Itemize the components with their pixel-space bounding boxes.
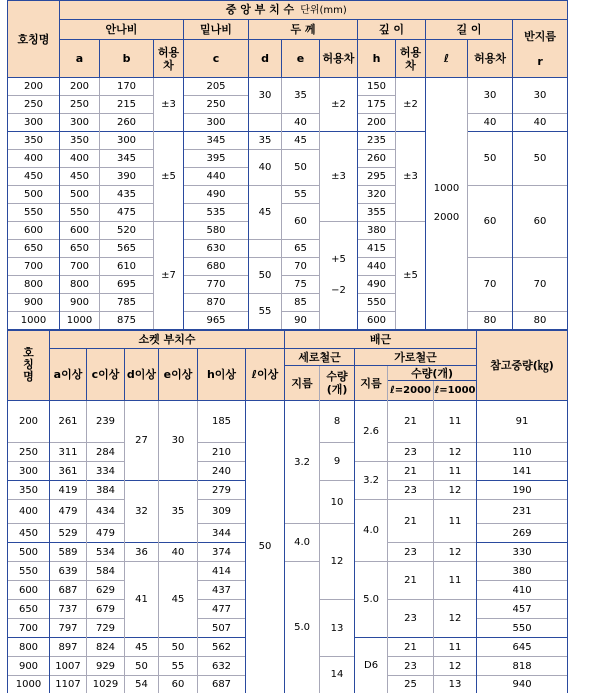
weight: 940: [477, 676, 568, 693]
vert-qty: 12: [320, 524, 355, 600]
q2000: 21: [388, 401, 434, 443]
q1000: 11: [434, 638, 477, 657]
header-ban: [513, 20, 568, 78]
cell-a: 419: [50, 481, 87, 500]
weight: 110: [477, 443, 568, 462]
cell-b: 875: [100, 312, 154, 329]
cell-h: 260: [358, 150, 396, 168]
horz-dia: 4.0: [355, 500, 388, 562]
cell-e: 40: [282, 114, 320, 132]
cell-e: 60: [282, 204, 320, 240]
header-mit: 밑나비: [184, 20, 249, 40]
cell-r: 60: [513, 186, 568, 258]
horz-dia: 2.6: [355, 401, 388, 462]
cell-h: 355: [358, 204, 396, 222]
header-horz-dia: 지름: [355, 366, 388, 401]
cell-e: 65: [282, 240, 320, 258]
tol-h-group: ±3: [396, 132, 426, 222]
tol-l-cell: 30: [468, 78, 513, 114]
cell-a: 479: [50, 500, 87, 524]
weight: 410: [477, 581, 568, 600]
horz-dia: 3.2: [355, 462, 388, 500]
cell-c: 284: [87, 443, 125, 462]
row-name: 600: [8, 222, 60, 240]
horz-dia: 5.0: [355, 562, 388, 638]
row-name: 250: [8, 96, 60, 114]
cell-e: 85: [282, 294, 320, 312]
horz-dia: D6: [355, 638, 388, 693]
tol-minus: −2: [331, 285, 346, 297]
tol-plus: +5: [331, 254, 346, 266]
weight: 818: [477, 657, 568, 676]
cell-a: 687: [50, 581, 87, 600]
cell-c: 729: [87, 619, 125, 638]
header-d: d이상: [125, 349, 159, 401]
header-weight: 참고중량(㎏): [477, 330, 568, 401]
weight: 550: [477, 619, 568, 638]
cell-a: 500: [60, 186, 100, 204]
vert-qty: 8: [320, 401, 355, 443]
header-socket: 소켓 부치수: [50, 330, 285, 349]
cell-h: 200: [358, 114, 396, 132]
cell-a: 361: [50, 462, 87, 481]
q2000: 23: [388, 481, 434, 500]
vert-qty: 14: [320, 657, 355, 693]
cell-a: 700: [60, 258, 100, 276]
cell-h: 320: [358, 186, 396, 204]
row-name: 700: [8, 619, 50, 638]
cell-h: 562: [198, 638, 246, 657]
header-e: e이상: [159, 349, 198, 401]
cell-c: 534: [87, 543, 125, 562]
cell-h: 185: [198, 401, 246, 443]
cell-h: 687: [198, 676, 246, 693]
cell-b: 695: [100, 276, 154, 294]
cell-a: 550: [60, 204, 100, 222]
cell-e: 40: [159, 543, 198, 562]
tol-ab-group: ±5: [154, 132, 184, 222]
cell-r: 80: [513, 312, 568, 329]
cell-b: 475: [100, 204, 154, 222]
vert-qty: 13: [320, 600, 355, 657]
row-name: 800: [8, 638, 50, 657]
cell-e: 75: [282, 276, 320, 294]
cell-a: 250: [60, 96, 100, 114]
spec-sheet: [7, 0, 567, 693]
cell-h: 240: [198, 462, 246, 481]
row-name: 650: [8, 600, 50, 619]
q1000: 11: [434, 462, 477, 481]
cell-c: 630: [184, 240, 249, 258]
cell-d: 41: [125, 562, 159, 638]
cell-d: 54: [125, 676, 159, 693]
cell-d: 55: [249, 294, 282, 329]
cell-c: 680: [184, 258, 249, 276]
row-name: 1000: [8, 676, 50, 693]
cell-d: 32: [125, 481, 159, 543]
cell-e: 35: [159, 481, 198, 543]
cell-e: 50: [282, 150, 320, 186]
cell-d: 40: [249, 150, 282, 186]
vert-qty: 9: [320, 443, 355, 481]
row-name: 600: [8, 581, 50, 600]
cell-c: 479: [87, 524, 125, 543]
row-name: 1000: [8, 312, 60, 329]
weight: 645: [477, 638, 568, 657]
q2000: 23: [388, 543, 434, 562]
cell-d: 50: [125, 657, 159, 676]
cell-r: 40: [513, 114, 568, 132]
cell-a: 1107: [50, 676, 87, 693]
tol-ab-group: ±3: [154, 78, 184, 132]
tol-de-group: ±2: [320, 78, 358, 132]
cell-c: 580: [184, 222, 249, 240]
cell-r: 50: [513, 132, 568, 186]
vert-dia: 3.2: [285, 401, 320, 524]
cell-d: [249, 240, 282, 258]
cell-c: 490: [184, 186, 249, 204]
header-blank: [513, 1, 568, 20]
cell-c: 239: [87, 401, 125, 443]
cell-b: 345: [100, 150, 154, 168]
length-group: [426, 78, 468, 329]
header-ban-label: 반지름: [524, 29, 556, 43]
weight: 141: [477, 462, 568, 481]
cell-a: 1007: [50, 657, 87, 676]
q1000: 12: [434, 600, 477, 638]
cell-c: 300: [184, 114, 249, 132]
cell-e: 60: [159, 676, 198, 693]
q1000: 11: [434, 562, 477, 600]
q2000: 25: [388, 676, 434, 693]
row-name: 350: [8, 481, 50, 500]
header-gil: 길 이: [426, 20, 513, 40]
q2000: 21: [388, 462, 434, 481]
cell-a: 600: [60, 222, 100, 240]
weight: 91: [477, 401, 568, 443]
header-vert-qty: 수량 (개): [320, 366, 355, 401]
header-name: 호칭명: [8, 1, 60, 78]
header-an: 안나비: [60, 20, 184, 40]
cell-c: 584: [87, 562, 125, 581]
row-name: 250: [8, 443, 50, 462]
cell-a: 650: [60, 240, 100, 258]
q2000: 23: [388, 657, 434, 676]
header-a: a: [60, 40, 100, 78]
cell-a: 350: [60, 132, 100, 150]
header-name: 호 칭 명: [8, 330, 50, 401]
cell-r: 70: [513, 258, 568, 312]
header-tol-de: 허용차: [320, 40, 358, 78]
tol-h-group: ±5: [396, 222, 426, 329]
header-rebar: 배근: [285, 330, 477, 349]
header-a: a이상: [50, 349, 87, 401]
row-name: 900: [8, 294, 60, 312]
cell-h: 415: [358, 240, 396, 258]
row-name: 200: [8, 401, 50, 443]
cell-a: 589: [50, 543, 87, 562]
cell-a: 639: [50, 562, 87, 581]
cell-h: 279: [198, 481, 246, 500]
cell-h: 344: [198, 524, 246, 543]
cell-h: 309: [198, 500, 246, 524]
cell-a: 200: [60, 78, 100, 96]
cell-e: 90: [282, 312, 320, 329]
weight: 269: [477, 524, 568, 543]
cell-a: 450: [60, 168, 100, 186]
row-name: 550: [8, 204, 60, 222]
cell-d: 27: [125, 401, 159, 481]
cell-a: 529: [50, 524, 87, 543]
cell-b: 610: [100, 258, 154, 276]
cell-h: 550: [358, 294, 396, 312]
cell-c: 929: [87, 657, 125, 676]
header-d: d: [249, 40, 282, 78]
cell-h: 414: [198, 562, 246, 581]
cell-c: 250: [184, 96, 249, 114]
row-name: 400: [8, 500, 50, 524]
cell-h: 175: [358, 96, 396, 114]
row-name: 800: [8, 276, 60, 294]
q1000: 12: [434, 443, 477, 462]
cell-b: 390: [100, 168, 154, 186]
tol-l-cell: 50: [468, 132, 513, 186]
cell-a: 1000: [60, 312, 100, 329]
cell-c: 535: [184, 204, 249, 222]
cell-b: 520: [100, 222, 154, 240]
row-name: 350: [8, 132, 60, 150]
header-gip: 깊 이: [358, 20, 426, 40]
cell-c: 824: [87, 638, 125, 657]
header-l2000: ℓ=2000: [388, 381, 434, 401]
cell-h: 150: [358, 78, 396, 96]
cell-e: 50: [159, 638, 198, 657]
row-name: 450: [8, 168, 60, 186]
header-h: h: [358, 40, 396, 78]
cell-e: 45: [282, 132, 320, 150]
cell-h: 437: [198, 581, 246, 600]
cell-d: 36: [125, 543, 159, 562]
cell-b: 215: [100, 96, 154, 114]
tol-de-group: ±3: [320, 132, 358, 222]
cell-h: 210: [198, 443, 246, 462]
header-du: 두 께: [249, 20, 358, 40]
tol-de-group: [320, 222, 358, 329]
cell-a: 897: [50, 638, 87, 657]
cell-e: 55: [282, 186, 320, 204]
q1000: 11: [434, 500, 477, 543]
cell-l: 50: [246, 401, 285, 693]
q2000: 23: [388, 600, 434, 638]
weight: 330: [477, 543, 568, 562]
cell-d: 45: [125, 638, 159, 657]
cell-a: 300: [60, 114, 100, 132]
q2000: 21: [388, 500, 434, 543]
header-r: r: [537, 54, 543, 68]
header-b: b: [100, 40, 154, 78]
row-name: 400: [8, 150, 60, 168]
cell-d: [249, 114, 282, 132]
header-tol-ab: 허용 차: [154, 40, 184, 78]
row-name: 500: [8, 186, 60, 204]
row-name: 300: [8, 462, 50, 481]
cell-c: 384: [87, 481, 125, 500]
cell-c: 334: [87, 462, 125, 481]
vert-dia: 5.0: [285, 562, 320, 693]
cell-h: 600: [358, 312, 396, 329]
cell-h: 235: [358, 132, 396, 150]
row-name: 200: [8, 78, 60, 96]
cell-h: 507: [198, 619, 246, 638]
tol-l-cell: 70: [468, 258, 513, 312]
cell-b: 435: [100, 186, 154, 204]
header-vert: 세로철근: [285, 349, 355, 366]
cell-h: 440: [358, 258, 396, 276]
cell-a: 311: [50, 443, 87, 462]
cell-b: 565: [100, 240, 154, 258]
row-name: 550: [8, 562, 50, 581]
tol-h-group: ±2: [396, 78, 426, 132]
weight: 457: [477, 600, 568, 619]
q1000: 11: [434, 401, 477, 443]
cell-e: 45: [159, 562, 198, 638]
vert-dia: 4.0: [285, 524, 320, 562]
cell-c: 679: [87, 600, 125, 619]
cell-c: 770: [184, 276, 249, 294]
q2000: 21: [388, 562, 434, 600]
q1000: 13: [434, 676, 477, 693]
unit-label: 단위(mm): [300, 5, 347, 16]
cell-c: 205: [184, 78, 249, 96]
cell-d: 45: [249, 186, 282, 240]
cell-e: 30: [159, 401, 198, 481]
cell-a: 900: [60, 294, 100, 312]
tol-l-cell: 60: [468, 186, 513, 258]
weight: 190: [477, 481, 568, 500]
header-horz-qty: 수량(개): [388, 366, 477, 381]
socket-rebar-table: [7, 329, 568, 693]
cell-h: 374: [198, 543, 246, 562]
central-dimension-table: [7, 0, 568, 329]
cell-c: 629: [87, 581, 125, 600]
cell-h: 295: [358, 168, 396, 186]
cell-a: 400: [60, 150, 100, 168]
header-horz: 가로철근: [355, 349, 477, 366]
cell-e: 70: [282, 258, 320, 276]
header-e: e: [282, 40, 320, 78]
length-1000: 1000: [433, 183, 460, 195]
q2000: 23: [388, 443, 434, 462]
tol-ab-group: ±7: [154, 222, 184, 329]
header-l: ℓ이상: [246, 349, 285, 401]
cell-a: 797: [50, 619, 87, 638]
cell-d: 50: [249, 258, 282, 294]
cell-c: 440: [184, 168, 249, 186]
q1000: 12: [434, 543, 477, 562]
weight: 231: [477, 500, 568, 524]
header-c: c: [184, 40, 249, 78]
cell-b: 170: [100, 78, 154, 96]
tol-l-cell: 40: [468, 114, 513, 132]
cell-c: 1029: [87, 676, 125, 693]
header-vert-dia: 지름: [285, 366, 320, 401]
q1000: 12: [434, 481, 477, 500]
vert-qty: 10: [320, 481, 355, 524]
header-l: ℓ: [426, 40, 468, 78]
q2000: 21: [388, 638, 434, 657]
length-2000: 2000: [433, 212, 460, 224]
cell-c: 965: [184, 312, 249, 329]
header-tol-h: 허용 차: [396, 40, 426, 78]
cell-b: 785: [100, 294, 154, 312]
cell-e: 55: [159, 657, 198, 676]
row-name: 500: [8, 543, 50, 562]
header-tol-l: 허용차: [468, 40, 513, 78]
cell-h: 477: [198, 600, 246, 619]
group-title: 중 앙 부 치 수: [225, 3, 295, 16]
cell-h: 490: [358, 276, 396, 294]
row-name: 300: [8, 114, 60, 132]
header-c: c이상: [87, 349, 125, 401]
header-l1000: ℓ=1000: [434, 381, 477, 401]
cell-a: 737: [50, 600, 87, 619]
cell-c: 345: [184, 132, 249, 150]
cell-d: 35: [249, 132, 282, 150]
cell-c: 870: [184, 294, 249, 312]
row-name: 900: [8, 657, 50, 676]
cell-e: 35: [282, 78, 320, 114]
header-h: h이상: [198, 349, 246, 401]
cell-c: 395: [184, 150, 249, 168]
cell-a: 261: [50, 401, 87, 443]
header-central-group: [60, 1, 513, 20]
cell-d: 30: [249, 78, 282, 114]
row-name: 700: [8, 258, 60, 276]
q1000: 12: [434, 657, 477, 676]
cell-c: 434: [87, 500, 125, 524]
cell-b: 300: [100, 132, 154, 150]
row-name: 650: [8, 240, 60, 258]
weight: 380: [477, 562, 568, 581]
cell-r: 30: [513, 78, 568, 114]
cell-h: 632: [198, 657, 246, 676]
tol-l-cell: 80: [468, 312, 513, 329]
cell-b: 260: [100, 114, 154, 132]
cell-a: 800: [60, 276, 100, 294]
row-name: 450: [8, 524, 50, 543]
cell-h: 380: [358, 222, 396, 240]
